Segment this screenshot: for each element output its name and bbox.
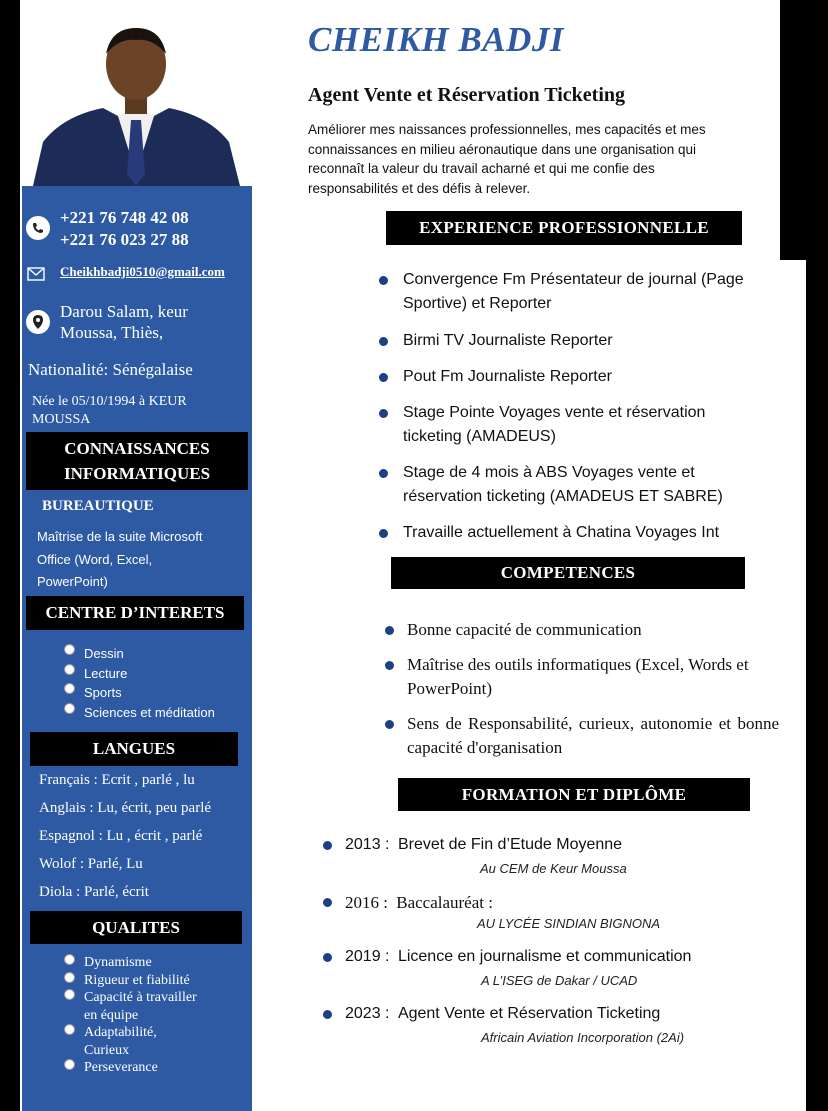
formation-school: Au CEM de Keur Moussa [480, 861, 627, 876]
interests-list [58, 644, 215, 722]
bureautique-line-2: Office (Word, Excel, [37, 552, 153, 567]
right-edge-bar [780, 0, 806, 260]
languages-heading: LANGUES [30, 732, 238, 766]
formation-year: 2013 : [345, 836, 390, 853]
birth-line-1: Née le 05/10/1994 à KEUR [32, 394, 187, 409]
list-item: Adaptabilité, Curieux [58, 1024, 179, 1059]
formation-item [345, 893, 493, 913]
list-item: Rigueur et fiabilité [58, 972, 228, 990]
formation-year: 2016 : [345, 893, 388, 912]
experience-item: Stage Pointe Voyages vente et réservation ticketing (AMADEUS) [403, 401, 743, 449]
experience-item: Pout Fm Journaliste Reporter [403, 365, 773, 389]
formation-item [345, 836, 622, 854]
experience-heading: EXPERIENCE PROFESSIONNELLE [386, 211, 742, 245]
formation-school: A L’ISEG de Dakar / UCAD [481, 973, 638, 988]
interests-heading: CENTRE D’INTERETS [26, 596, 244, 630]
birth-line-2: MOUSSA [32, 412, 91, 427]
bureautique-line-1: Maîtrise de la suite Microsoft [37, 529, 203, 544]
language-spanish: Espagnol : Lu , écrit , parlé [39, 828, 203, 844]
it-heading-line-1: CONNAISSANCES [64, 439, 210, 458]
formation-heading: FORMATION ET DIPLÔME [398, 778, 750, 811]
formation-title: Brevet de Fin d’Etude Moyenne [397, 836, 623, 853]
phone-1: +221 76 748 42 08 [60, 208, 189, 227]
language-english: Anglais : Lu, écrit, peu parlé [39, 800, 212, 816]
language-wolof: Wolof : Parlé, Lu [39, 856, 143, 872]
profile-photo [33, 24, 240, 186]
job-title: Agent Vente et Réservation Ticketing [308, 84, 626, 106]
formation-year: 2023 : [345, 1005, 390, 1022]
location-icon [26, 310, 50, 334]
full-name: CHEIKH BADJI [308, 20, 564, 59]
formation-title: Baccalauréat : [396, 893, 493, 912]
list-item: Dessin [58, 644, 215, 664]
phone-2: +221 76 023 27 88 [60, 230, 189, 249]
competence-item: Maîtrise des outils informatiques (Excel, Words et PowerPoint) [407, 653, 779, 701]
list-item: Perseverance [58, 1059, 228, 1077]
bureautique-line-3: PowerPoint) [37, 574, 108, 589]
experience-item: Stage de 4 mois à ABS Voyages vente et réservation ticketing (AMADEUS ET SABRE) [403, 461, 743, 509]
phone-icon [26, 216, 50, 240]
list-item: Dynamisme [58, 954, 228, 972]
formation-item [345, 948, 691, 966]
formation-title: Licence en journalisme et communication [397, 948, 692, 965]
list-item: Lecture [58, 664, 215, 684]
experience-item: Birmi TV Journaliste Reporter [403, 329, 773, 353]
it-skills-heading [26, 432, 248, 490]
list-item: Sports [58, 683, 215, 703]
sidebar [22, 186, 252, 1111]
nationality: Nationalité: Sénégalaise [28, 360, 193, 379]
formation-year: 2019 : [345, 948, 390, 965]
email-link[interactable]: Cheikhbadji0510@gmail.com [60, 264, 225, 279]
experience-item: Travaille actuellement à Chatina Voyages Int [403, 521, 773, 545]
qualities-heading: QUALITES [30, 911, 242, 944]
it-heading-line-2: INFORMATIQUES [63, 464, 211, 483]
email-icon [26, 264, 46, 284]
competence-item: Sens de Responsabilité, curieux, autonomie et bonne capacité d'organisation [407, 712, 779, 760]
formation-title: Agent Vente et Réservation Ticketing [397, 1005, 661, 1022]
formation-school: Africain Aviation Incorporation (2Ai) [481, 1030, 685, 1045]
list-item: Capacité à travailler en équipe [58, 989, 209, 1024]
formation-item [345, 1005, 660, 1023]
bureautique-label: BUREAUTIQUE [42, 498, 154, 514]
experience-item: Convergence Fm Présentateur de journal (Page Sportive) et Reporter [403, 268, 773, 316]
qualities-list [58, 954, 228, 1077]
competence-item: Bonne capacité de communication [407, 618, 777, 642]
list-item: Sciences et méditation [58, 703, 215, 723]
formation-school: AU LYCÉE SINDIAN BIGNONA [477, 916, 661, 931]
objective: Améliorer mes naissances professionnelles, mes capacités et mes connaissances en milieu aéronautique dans une organisation qui reconnaît la valeur du travail acharné et qui me confie des responsabilités et des défis à relever. [308, 122, 706, 196]
language-diola: Diola : Parlé, écrit [39, 884, 149, 900]
language-french: Français : Ecrit , parlé , lu [39, 772, 195, 788]
address-line-2: Moussa, Thiès, [60, 323, 164, 342]
competences-heading: COMPETENCES [391, 557, 745, 589]
address-line-1: Darou Salam, keur [60, 302, 188, 321]
